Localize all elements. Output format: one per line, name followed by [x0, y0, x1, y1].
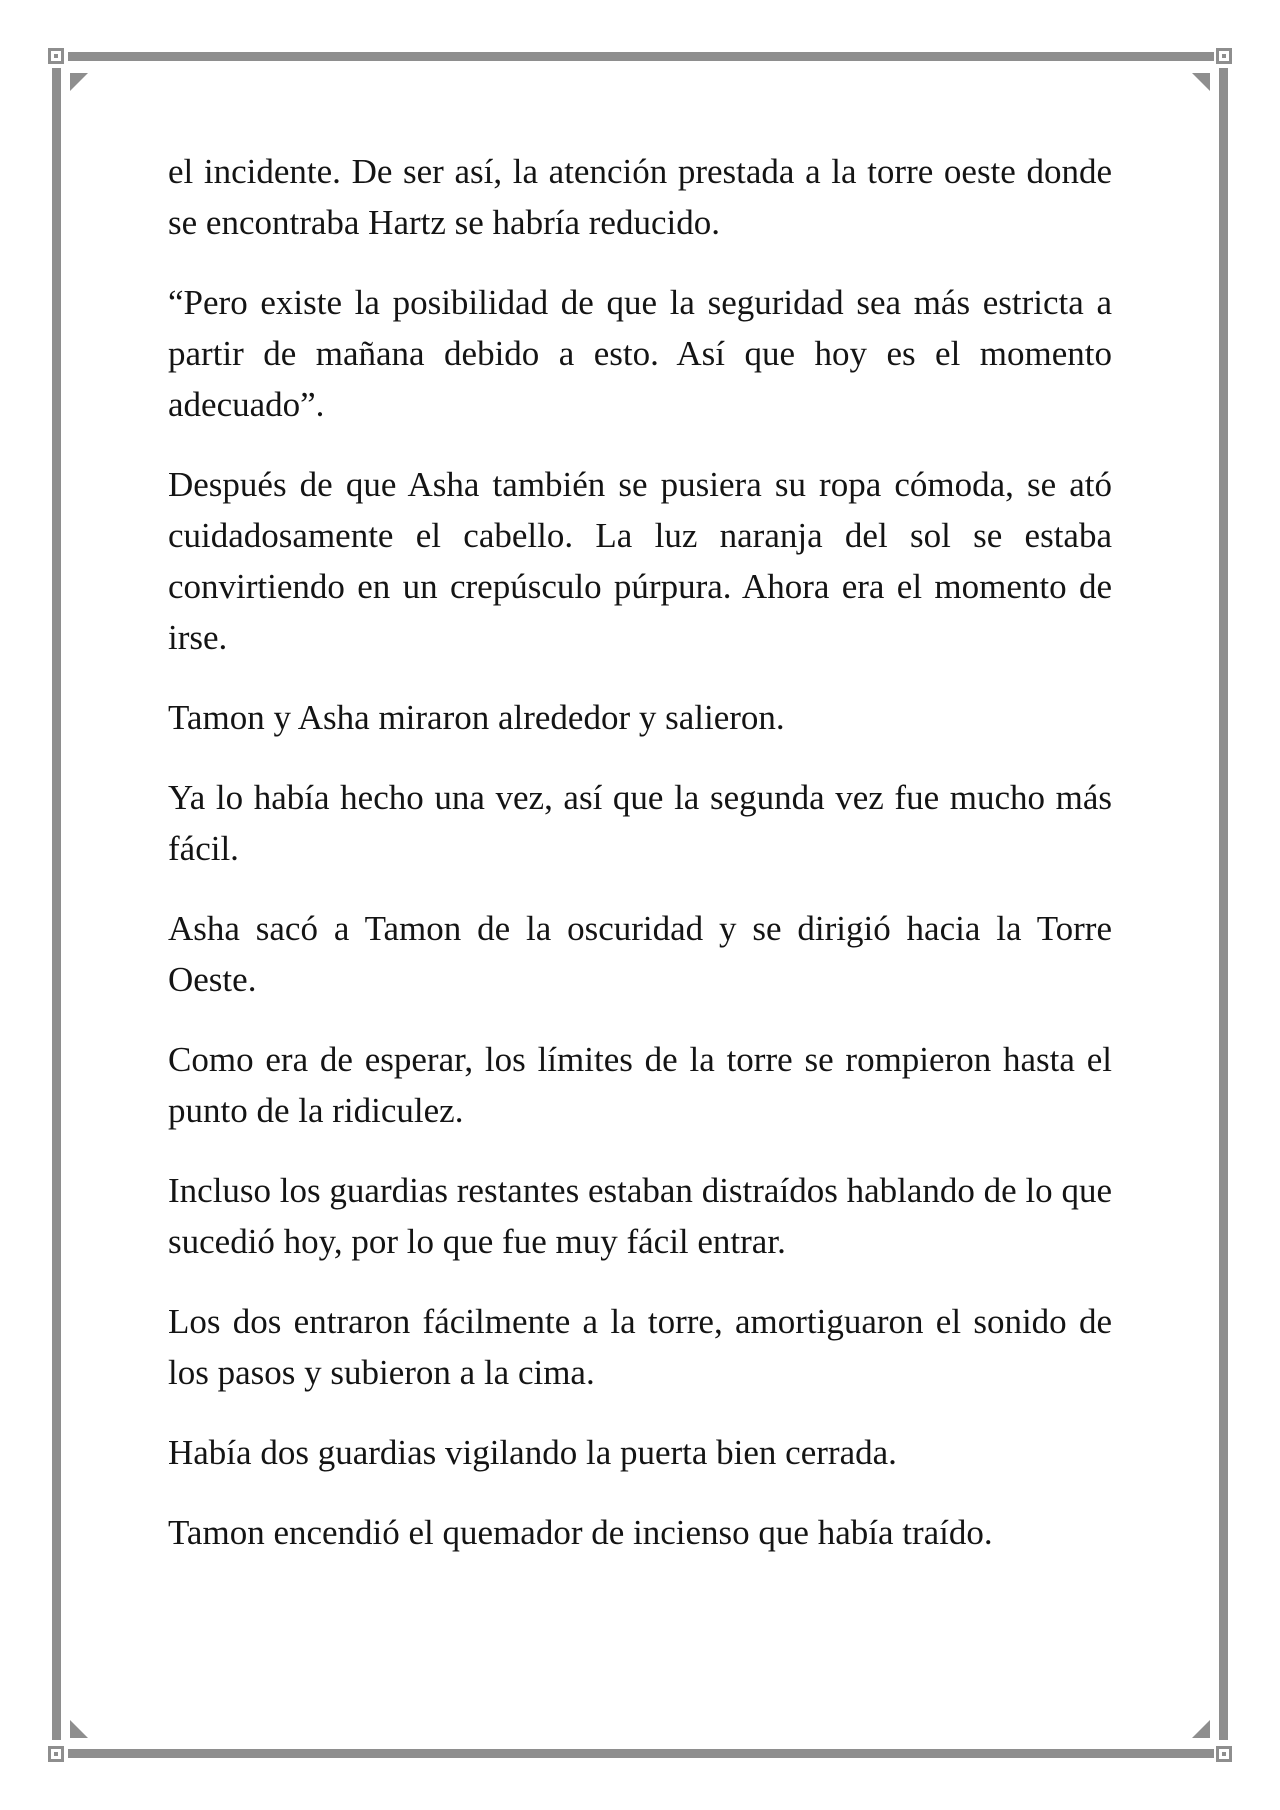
frame-bottom-border — [68, 1749, 1214, 1758]
frame-corner-triangle-top-left — [70, 73, 88, 91]
frame-top-border — [68, 52, 1214, 61]
paragraph: el incidente. De ser así, la atención prestada a la torre oeste donde se encontraba Hartz se habría reducido. — [168, 152, 1112, 242]
paragraph: Había dos guardias vigilando la puerta bien cerrada. — [168, 1433, 897, 1472]
frame-right-border — [1219, 68, 1228, 1740]
frame-corner-triangle-bottom-right — [1192, 1720, 1210, 1738]
paragraph: Como era de esperar, los límites de la torre se rompieron hasta el punto de la ridiculez. — [168, 1040, 1112, 1130]
text-body — [168, 146, 1112, 1587]
frame-corner-ornament-top-left — [48, 48, 64, 64]
frame-corner-ornament-bottom-left — [48, 1746, 64, 1762]
paragraph: Después de que Asha también se pusiera su ropa cómoda, se ató cuidadosamente el cabello. La luz naranja del sol se estaba convirtiendo en un crepúsculo púrpura. Ahora era el momento de irse. — [168, 465, 1112, 657]
paragraph: Los dos entraron fácilmente a la torre, amortiguaron el sonido de los pasos y subieron a la cima. — [168, 1302, 1112, 1392]
frame-corner-ornament-bottom-right — [1216, 1746, 1232, 1762]
paragraph: Asha sacó a Tamon de la oscuridad y se dirigió hacia la Torre Oeste. — [168, 909, 1112, 999]
paragraph: “Pero existe la posibilidad de que la seguridad sea más estricta a partir de mañana debido a esto. Así que hoy es el momento adecuado”. — [168, 283, 1112, 424]
frame-corner-ornament-top-right — [1216, 48, 1232, 64]
paragraph: Incluso los guardias restantes estaban distraídos hablando de lo que sucedió hoy, por lo que fue muy fácil entrar. — [168, 1171, 1112, 1261]
paragraph: Ya lo había hecho una vez, así que la segunda vez fue mucho más fácil. — [168, 778, 1112, 868]
paragraph: Tamon y Asha miraron alrededor y salieron. — [168, 698, 785, 737]
frame-corner-triangle-top-right — [1192, 73, 1210, 91]
frame-left-border — [52, 68, 61, 1740]
frame-corner-triangle-bottom-left — [70, 1720, 88, 1738]
paragraph: Tamon encendió el quemador de incienso que había traído. — [168, 1513, 993, 1552]
